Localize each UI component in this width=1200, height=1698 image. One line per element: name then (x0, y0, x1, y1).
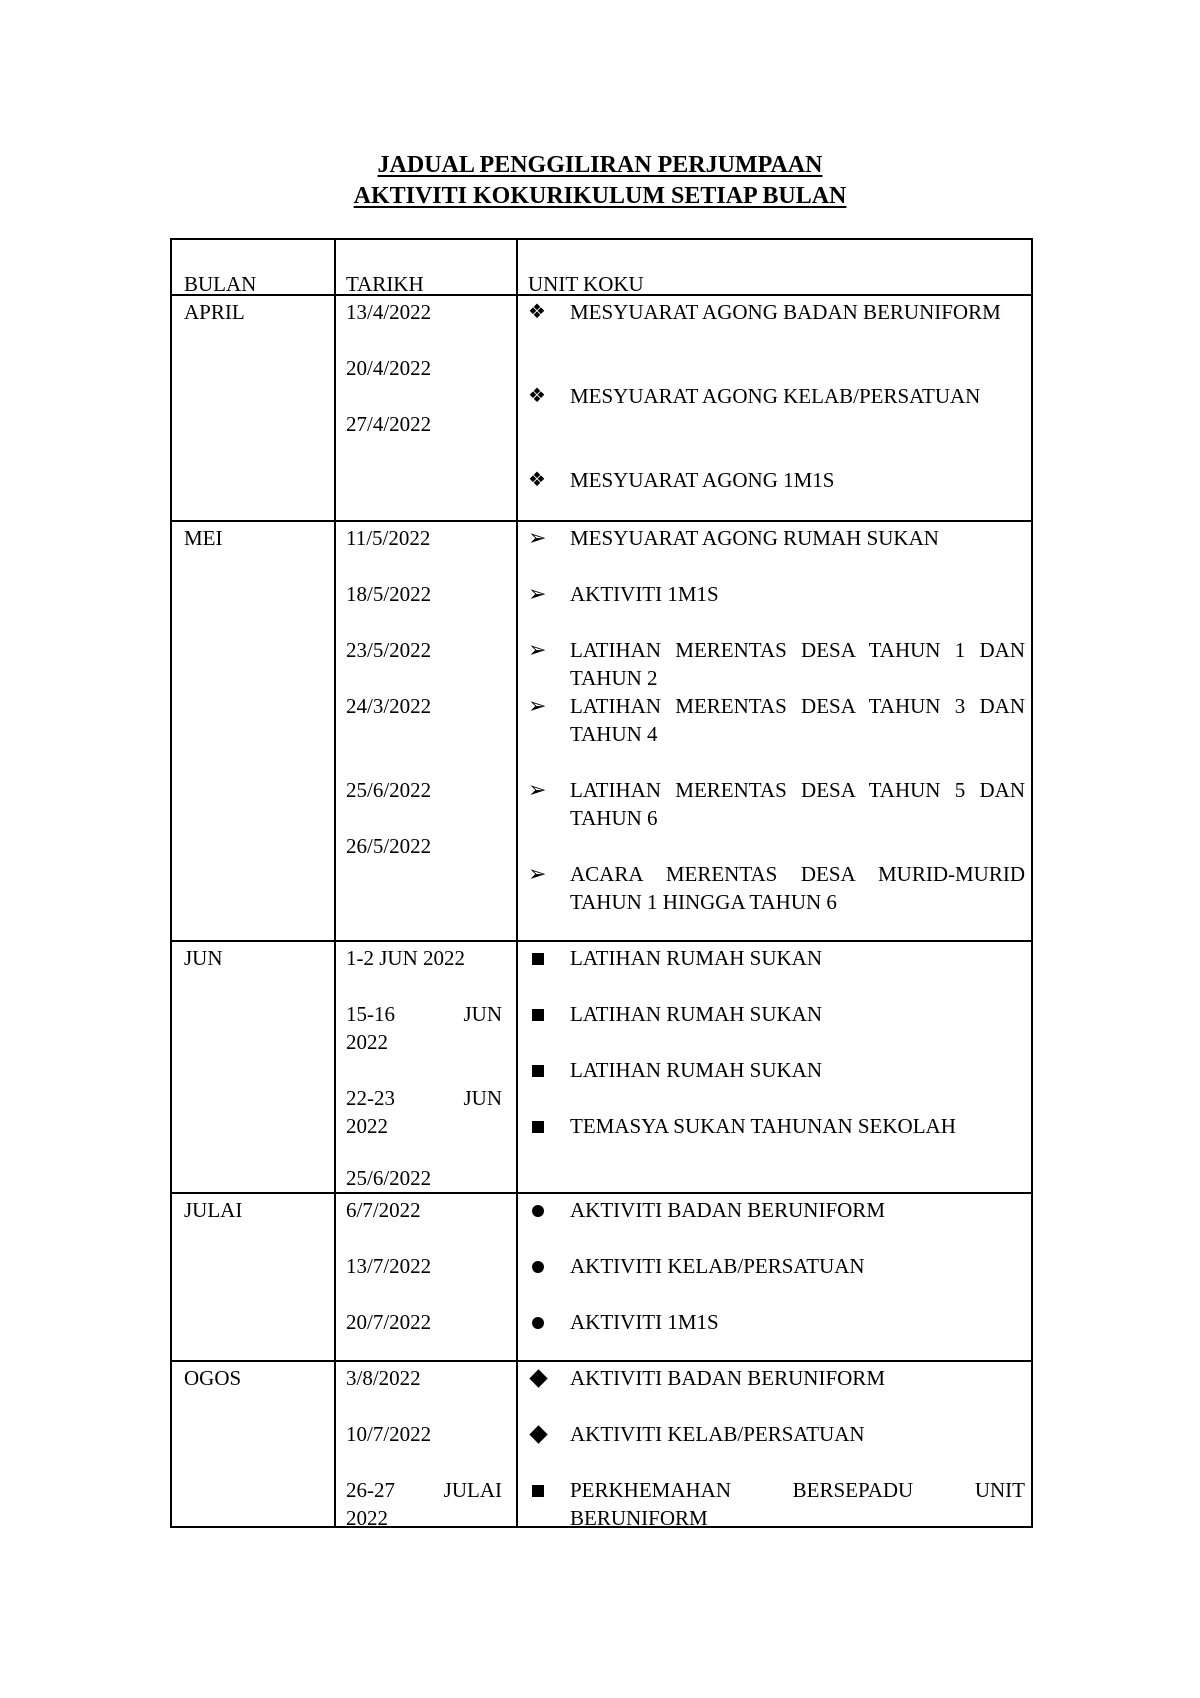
date-cell: 6/7/2022 (346, 1198, 421, 1222)
arrowhead-bullet-icon: ➢ (528, 861, 547, 886)
date-cell: 26-27 JULAI 2022 (346, 1478, 502, 1530)
date-cell: 3/8/2022 (346, 1366, 421, 1390)
date-cell: 13/4/2022 (346, 300, 432, 324)
list-item: ➢ LATIHAN MERENTAS DESA TAHUN 3 DAN TAHUN 4 (528, 693, 1025, 746)
circle-bullet-icon (532, 1317, 544, 1329)
diamond-bullet-icon (529, 1369, 547, 1387)
date-cell: 24/3/2022 (346, 694, 432, 718)
header-unit-koku: UNIT KOKU (528, 272, 644, 296)
four-diamond-bullet-icon: ❖ (528, 469, 546, 491)
list-item: ➢ AKTIVITI 1M1S (528, 581, 719, 606)
list-item: TEMASYA SUKAN TAHUNAN SEKOLAH (528, 1112, 1025, 1140)
date-cell: 25/6/2022 (346, 1166, 432, 1190)
date-cell: 13/7/2022 (346, 1254, 432, 1278)
arrowhead-bullet-icon: ➢ (528, 525, 547, 550)
document-title-line-1: JADUAL PENGGILIRAN PERJUMPAAN (377, 152, 823, 178)
list-item: PERKHEMAHAN BERSEPADU UNIT BERUNIFORM (528, 1476, 1025, 1532)
list-item: LATIHAN RUMAH SUKAN (528, 944, 1025, 972)
square-bullet-icon (532, 1121, 544, 1133)
list-item: ➢ MESYUARAT AGONG RUMAH SUKAN (528, 525, 939, 550)
column-divider (516, 240, 518, 1526)
arrowhead-bullet-icon: ➢ (528, 637, 547, 662)
list-item: AKTIVITI BADAN BERUNIFORM (528, 1196, 1025, 1224)
circle-bullet-icon (532, 1205, 544, 1217)
list-item: AKTIVITI BADAN BERUNIFORM (528, 1364, 1025, 1392)
list-item: LATIHAN RUMAH SUKAN (528, 1056, 1025, 1084)
date-cell: 18/5/2022 (346, 582, 432, 606)
date-cell: 15-16 JUN 2022 (346, 1002, 502, 1054)
list-item: ❖ MESYUARAT AGONG BADAN BERUNIFORM (528, 300, 1001, 324)
square-bullet-icon (532, 1485, 544, 1497)
month-mei: MEI (184, 526, 223, 550)
list-item: ❖ MESYUARAT AGONG 1M1S (528, 468, 835, 492)
date-cell: 27/4/2022 (346, 412, 432, 436)
circle-bullet-icon (532, 1261, 544, 1273)
date-cell: 10/7/2022 (346, 1422, 432, 1446)
date-cell: 20/4/2022 (346, 356, 432, 380)
row-divider (172, 1192, 1031, 1194)
date-cell: 25/6/2022 (346, 778, 432, 802)
row-divider (172, 940, 1031, 942)
list-item: AKTIVITI 1M1S (528, 1308, 1025, 1336)
header-tarikh: TARIKH (346, 272, 424, 296)
four-diamond-bullet-icon: ❖ (528, 301, 546, 323)
date-cell: 1-2 JUN 2022 (346, 946, 465, 970)
month-jun: JUN (184, 946, 223, 970)
list-item: ➢ LATIHAN MERENTAS DESA TAHUN 1 DAN TAHUN 2 (528, 637, 1025, 690)
month-april: APRIL (184, 300, 245, 324)
list-item: AKTIVITI KELAB/PERSATUAN (528, 1420, 1025, 1448)
four-diamond-bullet-icon: ❖ (528, 385, 546, 407)
row-divider (172, 1360, 1031, 1362)
date-cell: 11/5/2022 (346, 526, 431, 550)
month-ogos: OGOS (184, 1366, 242, 1390)
square-bullet-icon (532, 1009, 544, 1021)
arrowhead-bullet-icon: ➢ (528, 581, 547, 606)
date-cell: 22-23 JUN 2022 (346, 1086, 502, 1138)
square-bullet-icon (532, 953, 544, 965)
date-cell: 20/7/2022 (346, 1310, 432, 1334)
list-item: ➢ LATIHAN MERENTAS DESA TAHUN 5 DAN TAHUN 6 (528, 777, 1025, 830)
arrowhead-bullet-icon: ➢ (528, 693, 547, 718)
square-bullet-icon (532, 1065, 544, 1077)
header-bulan: BULAN (184, 272, 257, 296)
list-item: ❖ MESYUARAT AGONG KELAB/PERSATUAN (528, 384, 981, 408)
date-cell: 23/5/2022 (346, 638, 432, 662)
list-item: ➢ ACARA MERENTAS DESA MURID-MURID TAHUN 1 HINGGA TAHUN 6 (528, 861, 1025, 914)
month-julai: JULAI (184, 1198, 243, 1222)
date-cell: 26/5/2022 (346, 834, 432, 858)
arrowhead-bullet-icon: ➢ (528, 777, 547, 802)
schedule-table (170, 238, 1033, 1528)
column-divider (334, 240, 336, 1526)
row-divider (172, 520, 1031, 522)
list-item: LATIHAN RUMAH SUKAN (528, 1000, 1025, 1028)
list-item: AKTIVITI KELAB/PERSATUAN (528, 1252, 1025, 1280)
document-title-line-2: AKTIVITI KOKURIKULUM SETIAP BULAN (353, 183, 847, 209)
diamond-bullet-icon (529, 1425, 547, 1443)
